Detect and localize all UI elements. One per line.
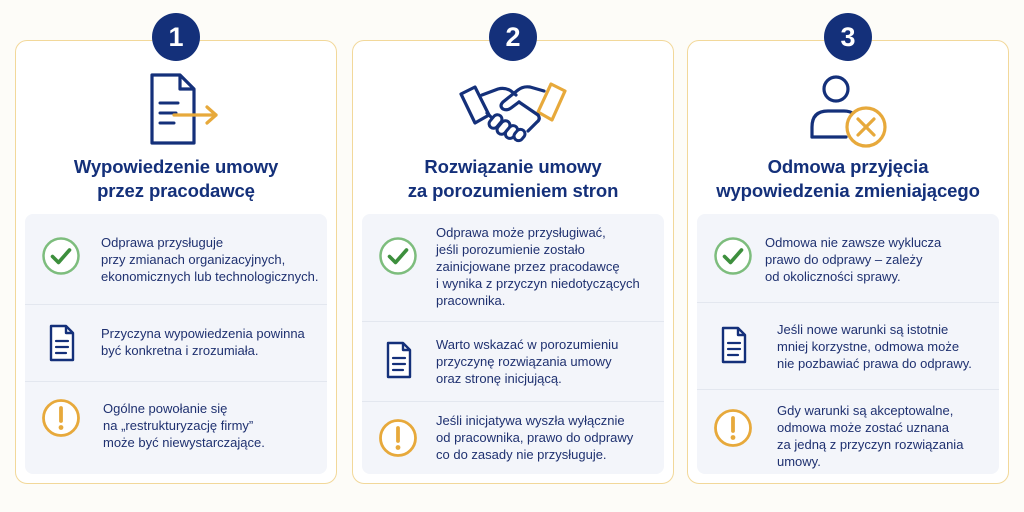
card-refusal-of-changing-notice	[687, 22, 1009, 484]
item-text: Jeśli inicjatywa wyszła wyłącznie od pracownika, prawo do odprawy co do zasady nie przysługuje.	[436, 413, 634, 462]
item-text: Warto wskazać w porozumieniu przyczynę rozwiązania umowy oraz stronę inicjującą.	[436, 337, 619, 386]
step-number-badge: 3	[824, 13, 872, 61]
list-item	[362, 214, 664, 321]
item-text: Gdy warunki są akceptowalne, odmowa może zostać uznana za jedną z przyczyn rozwiązania umowy.	[777, 403, 964, 469]
check-circle-icon	[378, 236, 418, 276]
card-title: Odmowa przyjęcia wypowiedzenia zmieniającego	[716, 156, 980, 201]
step-number-badge: 2	[489, 13, 537, 61]
warning-circle-icon	[41, 398, 81, 438]
info-panel	[697, 214, 999, 474]
document-icon	[41, 323, 81, 363]
list-item	[362, 321, 664, 402]
item-text: Jeśli nowe warunki są istotnie mniej korzystne, odmowa może nie pozbawiać prawa do odprawy.	[777, 322, 972, 371]
warning-circle-icon	[378, 418, 418, 458]
user-x-icon	[800, 69, 896, 149]
card-title: Rozwiązanie umowy za porozumieniem stron	[407, 156, 619, 201]
item-text: Ogólne powołanie się na „restrukturyzację firmy” może być niewystarczające.	[103, 401, 265, 450]
document-icon	[713, 325, 753, 365]
handshake-icon	[458, 69, 568, 149]
item-text: Odprawa może przysługiwać, jeśli porozumienie zostało zainicjowane przez pracodawcę i wynika z przyczyn niedotyczących pracownika.	[436, 225, 640, 308]
list-item	[25, 304, 327, 382]
card-title: Wypowiedzenie umowy przez pracodawcę	[73, 156, 279, 201]
list-item	[25, 214, 327, 304]
item-text: Odmowa nie zawsze wyklucza prawo do odprawy – zależy od okoliczności sprawy.	[765, 235, 942, 284]
list-item	[362, 401, 664, 477]
info-panel	[25, 214, 327, 474]
card-employer-termination	[15, 22, 337, 484]
warning-circle-icon	[713, 408, 753, 448]
card-mutual-agreement	[352, 22, 674, 484]
list-item	[25, 381, 327, 477]
document-arrow-icon	[128, 69, 224, 149]
item-text: Odprawa przysługuje przy zmianach organizacyjnych, ekonomicznych lub technologicznych.	[101, 235, 319, 284]
check-circle-icon	[713, 236, 753, 276]
step-number-badge: 1	[152, 13, 200, 61]
check-circle-icon	[41, 236, 81, 276]
list-item	[697, 214, 999, 302]
document-icon	[378, 340, 418, 380]
list-item	[697, 302, 999, 390]
list-item	[697, 389, 999, 477]
item-text: Przyczyna wypowiedzenia powinna być konkretna i zrozumiała.	[101, 326, 305, 358]
info-panel	[362, 214, 664, 474]
